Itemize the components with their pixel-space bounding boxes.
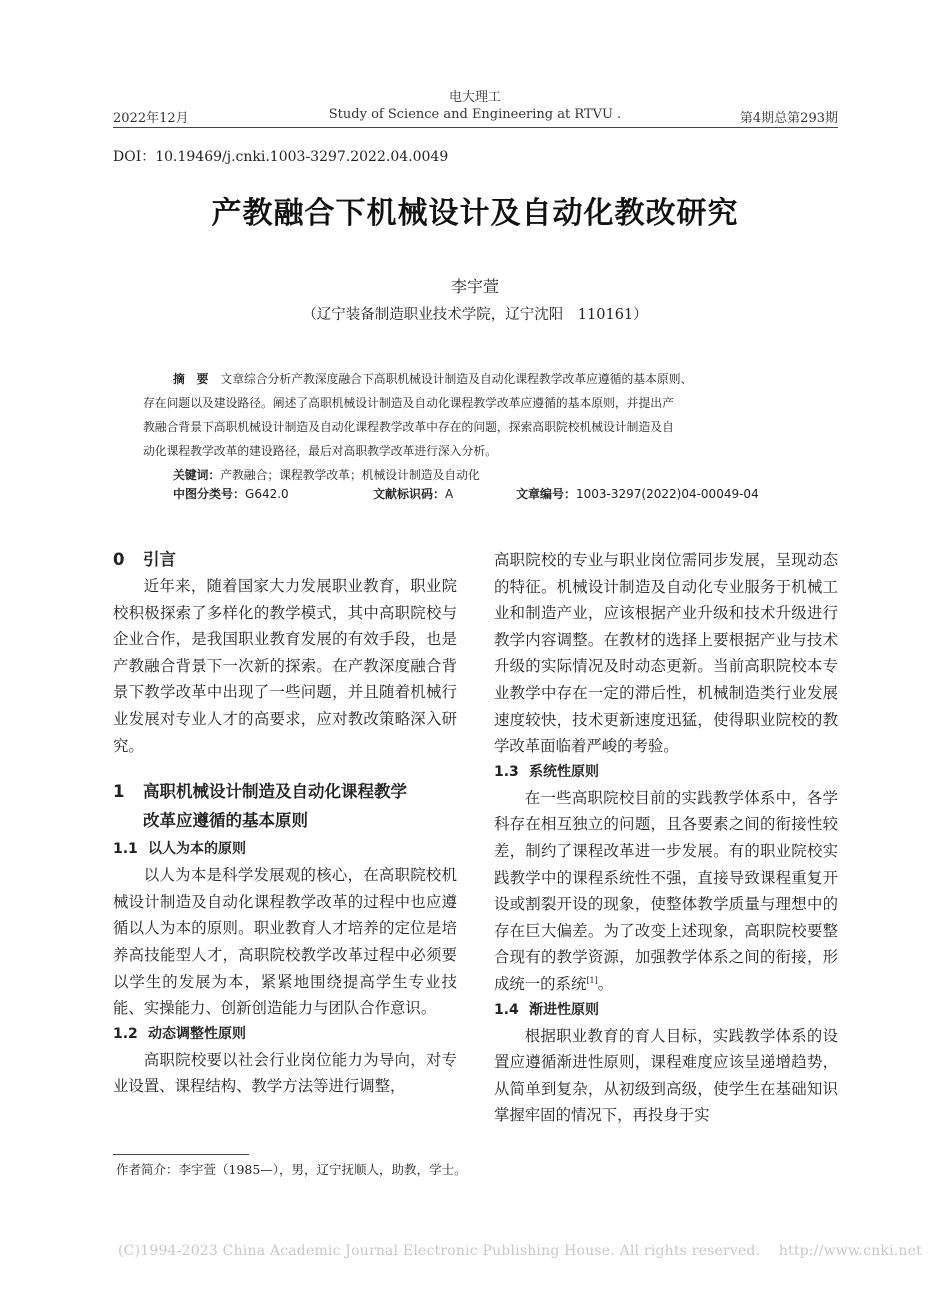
abstract (143, 367, 811, 487)
copyright-watermark: (C)1994-2023 China Academic Journal Electronic Publishing House. All rights reserved. http://www.cnki.net (118, 1243, 922, 1259)
doi: DOI：10.19469/j.cnki.1003-3297.2022.04.0049 (113, 149, 449, 165)
paragraph: 在一些高职院校目前的实践教学体系中，各学科存在相互独立的问题，且各要素之间的衔接性较差，制约了课程改革进一步发展。有的职业院校实践教学中的课程系统性不强，直接导致课程重复开设或割裂开设的现象，使整体教学质量与理想中的存在巨大偏差。为了改变上述现象，高职院校要整合现有的教学资源，加强教学体系之间的衔接，形成统一的系统[1]。 (494, 788, 838, 993)
keywords-label: 关键词： (173, 468, 221, 482)
issue-number: 第4期总第293期 (739, 111, 838, 126)
abstract-line: 摘 要 文章综合分析产教深度融合下高职机械设计制造及自动化课程教学改革应遵循的基本原则、 (173, 372, 693, 386)
article-title: 产教融合下机械设计及自动化教改研究 (211, 196, 739, 231)
footnote-rule (113, 1154, 249, 1155)
right-column (494, 547, 838, 1129)
paragraph: 高职院校要以社会行业岗位能力为导向，对专业设置、课程结构、教学方法等进行调整， (113, 1050, 457, 1096)
paragraph: 近年来，随着国家大力发展职业教育，职业院校积极探索了多样化的教学模式，其中高职院校与企业合作，是我国职业教育发展的有效手段，也是产教融合背景下一次新的探索。在产教深度融合背景下教学改革中出现了一些问题，并且随着机械行业发展对专业人才的高要求，应对教改策略深入研究。 (113, 577, 457, 755)
citation-marker: [1] (586, 975, 598, 985)
section-heading: 1 高职机械设计制造及自动化课程教学 改革应遵循的基本原则 (113, 782, 407, 831)
keywords-line (143, 463, 811, 487)
subsection-heading: 1.1 以人为本的原则 (113, 841, 246, 858)
left-column (113, 547, 457, 1100)
journal-name: 电大理工 (448, 90, 501, 105)
article-number: 文章编号：1003-3297(2022)04-00049-04 (516, 487, 759, 501)
subsection-heading: 1.3 系统性原则 (494, 763, 599, 780)
issue-date: 2022年12月 (113, 111, 189, 126)
abstract-line: 动化课程教学改革的建设路径，最后对高职教学改革进行深入分析。 (143, 444, 497, 458)
header-rule (113, 127, 838, 128)
paragraph: 以人为本是科学发展观的核心，在高职院校机械设计制造及自动化课程教学改革的过程中也应遵循以人为本的原则。职业教育人才培养的定位是培养高技能型人才，高职院校教学改革过程中必须要以学生的发展为本，紧紧地围绕提高学生专业技能、实操能力、创新创造能力与团队合作意识。 (113, 866, 457, 1018)
section-heading: 0 引言 (113, 550, 176, 569)
journal-english-name: Study of Science and Engineering at RTVU . (328, 107, 622, 122)
affiliation: （辽宁装备制造职业技术学院，辽宁沈阳 110161） (302, 307, 648, 323)
subsection-heading: 1.2 动态调整性原则 (113, 1025, 246, 1042)
abstract-label: 摘 要 (173, 372, 209, 386)
author-footnote: 作者简介：李宇萱（1985—），男，辽宁抚顺人，助教，学士。 (116, 1162, 467, 1177)
keywords-text: 产教融合；课程教学改革；机械设计制造及自动化 (220, 468, 480, 482)
clc-number: 中图分类号：G642.0 (173, 487, 289, 501)
subsection-heading: 1.4 渐进性原则 (494, 1001, 599, 1018)
abstract-line: 教融合背景下高职机械设计制造及自动化课程教学改革中存在的问题，探索高职院校机械设计制造及自 (143, 420, 674, 434)
paragraph: 高职院校的专业与职业岗位需同步发展，呈现动态的特征。机械设计制造及自动化专业服务于机械工业和制造产业，应该根据产业升级和技术升级进行教学内容调整。在教材的选择上要根据产业与技术升级的实际情况及时动态更新。当前高职院校本专业教学中存在一定的滞后性，机械制造类行业发展速度较快，技术更新速度迅猛，使得职业院校的教学改革面临着严峻的考验。 (494, 551, 838, 756)
author-name: 李宇萱 (450, 277, 499, 296)
paragraph: 根据职业教育的育人目标，实践教学体系的设置应遵循渐进性原则，课程难度应该呈递增趋势，从简单到复杂，从初级到高级，使学生在基础知识掌握牢固的情况下，再投身于实 (494, 1026, 838, 1125)
abstract-line: 存在问题以及建设路径。阐述了高职机械设计制造及自动化课程教学改革应遵循的基本原则，并提出产 (143, 396, 674, 410)
document-code: 文献标识码：A (373, 487, 454, 501)
